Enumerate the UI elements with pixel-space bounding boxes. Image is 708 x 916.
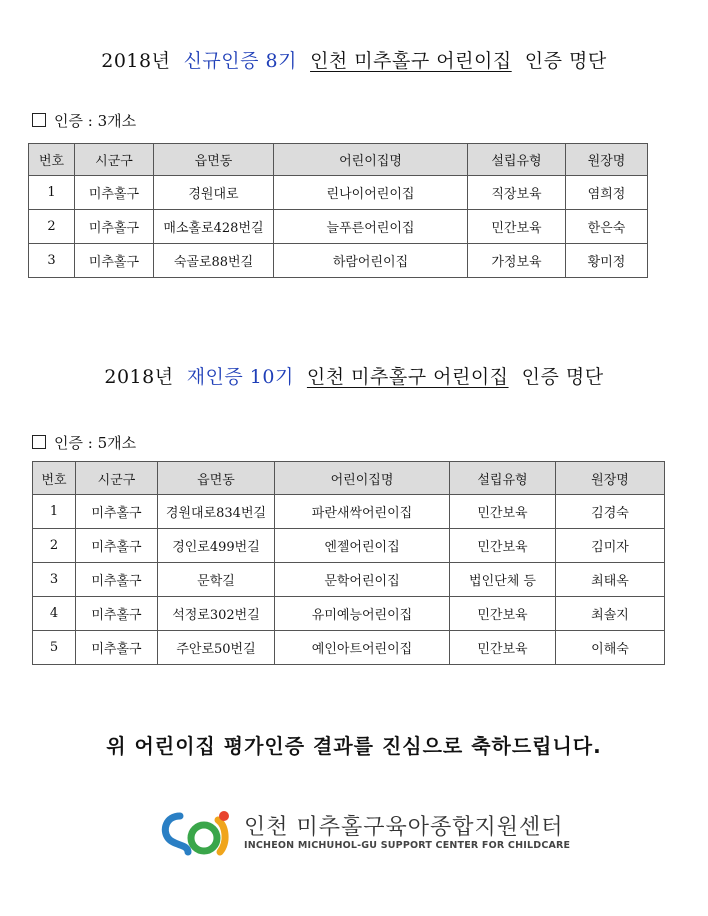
section1-title xyxy=(0,46,708,73)
header-district: 시군구 xyxy=(76,462,158,495)
cell-street: 경인로499번길 xyxy=(158,529,275,563)
cell-type: 가정보육 xyxy=(468,244,566,278)
cell-type: 민간보육 xyxy=(450,529,556,563)
cell-type: 민간보육 xyxy=(450,631,556,665)
cell-type: 법인단체 등 xyxy=(450,563,556,597)
footer-logo-block xyxy=(158,806,571,860)
cell-director: 최태옥 xyxy=(556,563,665,597)
cell-street: 매소홀로428번길 xyxy=(154,210,274,244)
cell-no: 1 xyxy=(33,495,76,529)
cell-district: 미추홀구 xyxy=(76,631,158,665)
cell-street: 숙골로88번길 xyxy=(154,244,274,278)
cell-no: 2 xyxy=(29,210,75,244)
cell-district: 미추홀구 xyxy=(75,210,154,244)
cell-street: 문학길 xyxy=(158,563,275,597)
table-header-row xyxy=(33,462,665,495)
closing-message: 위 어린이집 평가인증 결과를 진심으로 축하드립니다. xyxy=(106,734,602,758)
checkbox-square-icon xyxy=(32,113,46,127)
cell-director: 황미정 xyxy=(566,244,648,278)
header-daycare-name: 어린이집명 xyxy=(275,462,450,495)
section1-count-line xyxy=(32,110,136,131)
header-street: 읍면동 xyxy=(158,462,275,495)
section1-title-accent: 신규인증 8기 xyxy=(183,50,297,72)
table-row xyxy=(33,631,665,665)
cell-district: 미추홀구 xyxy=(76,529,158,563)
section2-title-suffix: 인증 명단 xyxy=(521,366,604,388)
cell-street: 경원대로 xyxy=(154,176,274,210)
center-logo-icon xyxy=(158,808,238,858)
header-director: 원장명 xyxy=(556,462,665,495)
section2-count-line xyxy=(32,432,136,453)
cell-type: 직장보육 xyxy=(468,176,566,210)
section2-title-accent: 재인증 10기 xyxy=(186,366,294,388)
section2-title-region: 인천 미추홀구 어린이집 xyxy=(306,366,509,388)
cell-daycare-name: 하람어린이집 xyxy=(274,244,468,278)
table-header-row xyxy=(29,144,648,176)
header-street: 읍면동 xyxy=(154,144,274,176)
section2-title xyxy=(0,362,708,389)
cell-director: 이해숙 xyxy=(556,631,665,665)
cell-daycare-name: 늘푸른어린이집 xyxy=(274,210,468,244)
cell-street: 주안로50번길 xyxy=(158,631,275,665)
cell-daycare-name: 린나이어린이집 xyxy=(274,176,468,210)
footer-org-name: 인천 미추홀구육아종합지원센터 xyxy=(244,815,564,840)
cell-director: 김미자 xyxy=(556,529,665,563)
section2-count-label: 인증 : 5개소 xyxy=(54,434,137,452)
header-no: 번호 xyxy=(29,144,75,176)
cell-daycare-name: 유미예능어린이집 xyxy=(275,597,450,631)
table-row xyxy=(33,495,665,529)
footer-org-name-en: INCHEON MICHUHOL-GU SUPPORT CENTER FOR CHILDCARE xyxy=(244,840,571,851)
header-no: 번호 xyxy=(33,462,76,495)
table-row xyxy=(33,529,665,563)
cell-director: 최솔지 xyxy=(556,597,665,631)
cell-street: 석정로302번길 xyxy=(158,597,275,631)
cell-type: 민간보육 xyxy=(468,210,566,244)
cell-daycare-name: 엔젤어린이집 xyxy=(275,529,450,563)
cell-director: 한은숙 xyxy=(566,210,648,244)
cell-type: 민간보육 xyxy=(450,597,556,631)
cell-street: 경원대로834번길 xyxy=(158,495,275,529)
cell-district: 미추홀구 xyxy=(76,563,158,597)
cell-district: 미추홀구 xyxy=(75,244,154,278)
cell-district: 미추홀구 xyxy=(76,597,158,631)
header-daycare-name: 어린이집명 xyxy=(274,144,468,176)
section1-title-year: 2018년 xyxy=(101,50,171,72)
checkbox-square-icon xyxy=(32,435,46,449)
section1-table xyxy=(28,143,648,278)
header-director: 원장명 xyxy=(566,144,648,176)
cell-director: 김경숙 xyxy=(556,495,665,529)
section1-title-suffix: 인증 명단 xyxy=(524,50,607,72)
table-row xyxy=(29,210,648,244)
cell-daycare-name: 파란새싹어린이집 xyxy=(275,495,450,529)
cell-director: 염희정 xyxy=(566,176,648,210)
cell-daycare-name: 문학어린이집 xyxy=(275,563,450,597)
section1-count-label: 인증 : 3개소 xyxy=(54,112,137,130)
cell-no: 3 xyxy=(29,244,75,278)
cell-no: 3 xyxy=(33,563,76,597)
cell-daycare-name: 예인아트어린이집 xyxy=(275,631,450,665)
cell-district: 미추홀구 xyxy=(75,176,154,210)
table-row xyxy=(33,597,665,631)
cell-no: 2 xyxy=(33,529,76,563)
header-district: 시군구 xyxy=(75,144,154,176)
table-row xyxy=(29,176,648,210)
cell-type: 민간보육 xyxy=(450,495,556,529)
cell-no: 5 xyxy=(33,631,76,665)
header-type: 설립유형 xyxy=(468,144,566,176)
table-row xyxy=(33,563,665,597)
cell-no: 1 xyxy=(29,176,75,210)
section2-table xyxy=(32,461,665,665)
table-row xyxy=(29,244,648,278)
section2-title-year: 2018년 xyxy=(104,366,174,388)
section1-title-region: 인천 미추홀구 어린이집 xyxy=(310,50,512,72)
header-type: 설립유형 xyxy=(450,462,556,495)
cell-no: 4 xyxy=(33,597,76,631)
cell-district: 미추홀구 xyxy=(76,495,158,529)
